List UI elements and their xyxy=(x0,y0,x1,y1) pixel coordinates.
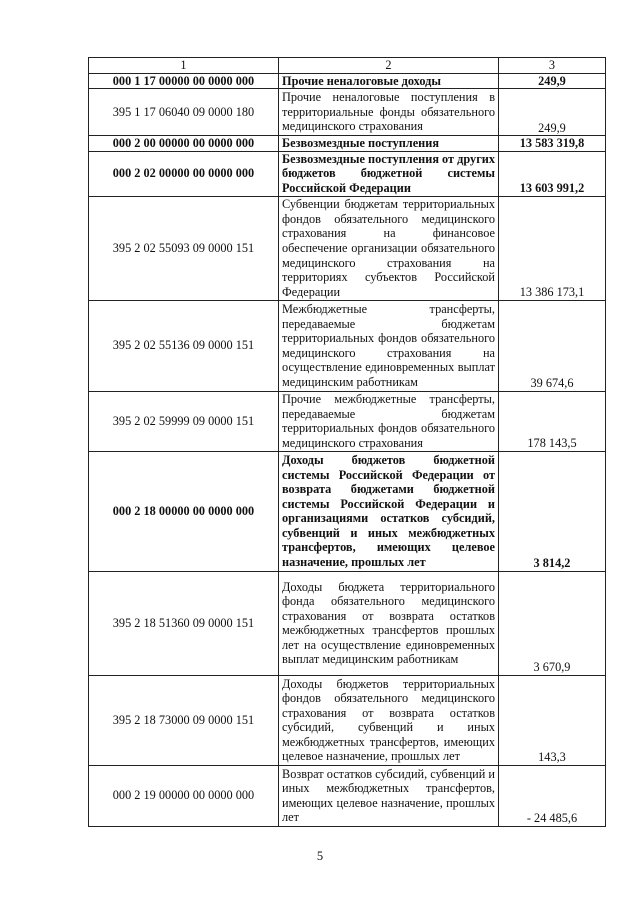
row-code: 395 2 02 55093 09 0000 151 xyxy=(89,196,279,300)
row-name: Субвенции бюджетам территориальных фондов обязательного медицинского страхования на финансовое обеспечение организации обязательного медицинского страхования на территориях субъектов Российской Федерации xyxy=(279,196,499,300)
header-col-2: 2 xyxy=(279,58,499,74)
table-row xyxy=(89,136,606,152)
row-code: 000 2 00 00000 00 0000 000 xyxy=(89,136,279,152)
row-name: Доходы бюджетов территориальных фондов обязательного медицинского страхования от возврата остатков субсидий, субвенций и иных межбюджетных трансфертов, имеющих целевое назначение, прошлых лет xyxy=(279,675,499,765)
table-row xyxy=(89,571,606,675)
row-value: 249,9 xyxy=(499,89,606,136)
row-value: 13 386 173,1 xyxy=(499,196,606,300)
row-value: 13 583 319,8 xyxy=(499,136,606,152)
table-row xyxy=(89,300,606,391)
row-name: Возврат остатков субсидий, субвенций и иных межбюджетных трансфертов, имеющих целевое назначение, прошлых лет xyxy=(279,765,499,826)
row-value: - 24 485,6 xyxy=(499,765,606,826)
table-row xyxy=(89,765,606,826)
row-name: Межбюджетные трансферты, передаваемые бюджетам территориальных фондов обязательного медицинского страхования на осуществление единовременных выплат медицинским работникам xyxy=(279,300,499,391)
row-name: Прочие неналоговые поступления в территориальные фонды обязательного медицинского страхования xyxy=(279,89,499,136)
header-col-3: 3 xyxy=(499,58,606,74)
row-name: Доходы бюджетов бюджетной системы Российской Федерации от возврата бюджетами бюджетной системы Российской Федерации и организациями остатков субсидий, субвенций и иных межбюджетных трансфертов, имеющих целевое назначение, прошлых лет xyxy=(279,451,499,571)
header-col-1: 1 xyxy=(89,58,279,74)
row-value: 39 674,6 xyxy=(499,300,606,391)
table-row xyxy=(89,451,606,571)
row-code: 395 2 02 55136 09 0000 151 xyxy=(89,300,279,391)
row-code: 395 2 18 73000 09 0000 151 xyxy=(89,675,279,765)
table-row xyxy=(89,196,606,300)
table-row xyxy=(89,89,606,136)
row-name: Доходы бюджета территориального фонда обязательного медицинского страхования от возврата остатков межбюджетных трансфертов прошлых лет на осуществление единовременных выплат медицинским работникам xyxy=(279,571,499,675)
row-value: 13 603 991,2 xyxy=(499,151,606,196)
row-code: 395 2 02 59999 09 0000 151 xyxy=(89,391,279,451)
row-value: 143,3 xyxy=(499,675,606,765)
row-code: 395 1 17 06040 09 0000 180 xyxy=(89,89,279,136)
row-code: 000 2 02 00000 00 0000 000 xyxy=(89,151,279,196)
table-row xyxy=(89,391,606,451)
row-code: 000 2 19 00000 00 0000 000 xyxy=(89,765,279,826)
row-value: 3 670,9 xyxy=(499,571,606,675)
row-value: 3 814,2 xyxy=(499,451,606,571)
budget-table xyxy=(88,57,606,827)
row-name: Безвозмездные поступления xyxy=(279,136,499,152)
page-number: 5 xyxy=(316,849,324,863)
row-name: Прочие межбюджетные трансферты, передаваемые бюджетам территориальных фондов обязательного медицинского страхования xyxy=(279,391,499,451)
row-name: Безвозмездные поступления от других бюджетов бюджетной системы Российской Федерации xyxy=(279,151,499,196)
table-header-row xyxy=(89,58,606,74)
table-row xyxy=(89,151,606,196)
row-name: Прочие неналоговые доходы xyxy=(279,73,499,89)
table-row xyxy=(89,73,606,89)
row-value: 178 143,5 xyxy=(499,391,606,451)
table-row xyxy=(89,675,606,765)
row-code: 000 2 18 00000 00 0000 000 xyxy=(89,451,279,571)
row-value: 249,9 xyxy=(499,73,606,89)
row-code: 000 1 17 00000 00 0000 000 xyxy=(89,73,279,89)
row-code: 395 2 18 51360 09 0000 151 xyxy=(89,571,279,675)
